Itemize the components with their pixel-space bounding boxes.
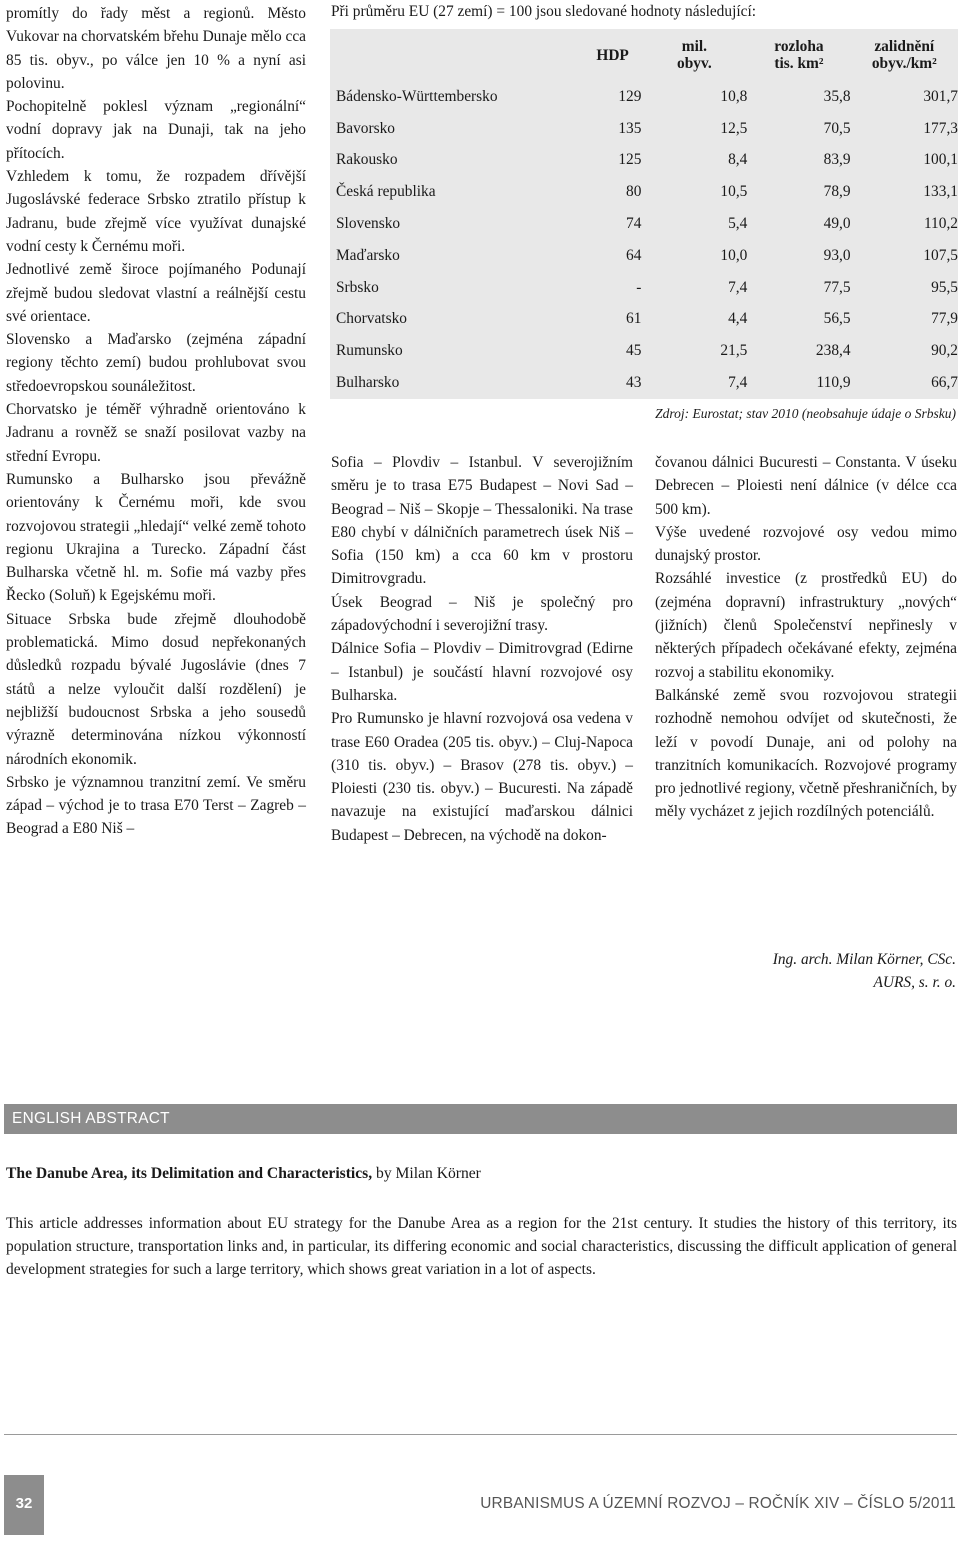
header-hdp: HDP [596, 46, 629, 64]
author-signature [773, 948, 956, 994]
cell-area: 238,4 [815, 342, 851, 360]
cell-region: Chorvatsko [336, 310, 407, 328]
cell-area: 35,8 [823, 87, 851, 105]
header-area-line2: tis. km² [774, 55, 824, 72]
cell-population: 7,4 [728, 278, 748, 296]
cell-density: 100,1 [923, 151, 958, 169]
cell-hdp: - [636, 278, 642, 296]
header-density [851, 29, 958, 81]
paragraph: Vzhledem k tomu, že rozpadem dřívější Jugoslávské federace Srbsko ztratilo přístup k Jadranu, bude zřejmě více využívat dunajské vodní cesty k Černému moři. [6, 168, 306, 255]
abstract-author: by Milan Körner [372, 1165, 481, 1182]
cell-density: 301,7 [923, 87, 958, 105]
abstract-title: The Danube Area, its Delimitation and Characteristics, [6, 1165, 373, 1182]
paragraph: Pro Rumunsko je hlavní rozvojová osa vedena v trase E60 Oradea (205 tis. obyv.) – Cluj-Napoca (310 tis. obyv.) – Brasov (278 tis. obyv.) – Ploiesti (230 tis. obyv.) – Bucuresti. Na západě navazuje na existující maďarskou dálnici Budapest – Debrecen, na východě na dokon- [331, 710, 633, 844]
table-row [330, 145, 958, 177]
table-row [330, 113, 958, 145]
cell-density: 90,2 [931, 342, 958, 360]
paragraph: Úsek Beograd – Niš je společný pro západovýchodní i severojižní trasy. [331, 593, 633, 635]
page-number-box [4, 1475, 44, 1535]
cell-density: 110,2 [923, 215, 958, 233]
table-row [330, 335, 958, 367]
paragraph: čovanou dálnici Bucuresti – Constanta. V úseku Debrecen – Ploiesti není dálnice (v délce cca 500 km). [655, 454, 957, 518]
cell-area: 78,9 [823, 183, 851, 201]
header-density-line1: zalidnění [874, 38, 935, 55]
table-row [330, 367, 958, 399]
cell-hdp: 45 [626, 342, 642, 360]
cell-population: 10,5 [720, 183, 748, 201]
cell-area: 77,5 [823, 278, 851, 296]
table-title: Při průměru EU (27 zemí) = 100 jsou sledované hodnoty následující: [331, 3, 757, 20]
text-column-3 [655, 451, 957, 824]
cell-region: Rumunsko [336, 342, 403, 360]
cell-hdp: 61 [626, 310, 642, 328]
paragraph: Jednotlivé země široce pojímaného Podunají zřejmě budou sledovat vlastní a reálnější cestu své orientace. [6, 261, 306, 325]
table-row [330, 208, 958, 240]
header-density-line2: obyv./km² [871, 55, 937, 72]
header-population-line1: mil. [681, 38, 707, 55]
table-row [330, 272, 958, 304]
cell-population: 4,4 [728, 310, 748, 328]
cell-population: 8,4 [728, 151, 748, 169]
paragraph: Balkánské země svou rozvojovou strategii rozhodně nemohou odvíjet od skutečnosti, že leží v povodí Dunaje, ani od polohy na tranzitních komunikacích. Rozvojové programy pro jednotlivé regiony, včetně přeshraničních, by měly vycházet z jejich rozdílných potenciálů. [655, 686, 957, 821]
statistics-table [330, 29, 958, 399]
text-column-1 [6, 2, 306, 841]
paragraph: Chorvatsko je téměř výhradně orientováno k Jadranu a rovněž se snaží posilovat vazby na střední Evropu. [6, 401, 306, 465]
cell-region: Bavorsko [336, 119, 395, 137]
cell-hdp: 64 [626, 246, 642, 264]
cell-region: Bádensko-Württembersko [336, 87, 498, 105]
cell-population: 5,4 [728, 215, 748, 233]
cell-hdp: 129 [618, 87, 642, 105]
header-region [330, 29, 584, 81]
cell-area: 110,9 [816, 374, 851, 392]
author-name: Ing. arch. Milan Körner, CSc. [772, 951, 956, 968]
abstract-heading [6, 1165, 481, 1183]
header-population-line2: obyv. [677, 55, 712, 72]
table-row [330, 304, 958, 336]
cell-area: 93,0 [823, 246, 851, 264]
paragraph: Pochopitelně poklesl význam „regionální“ vodní dopravy jak na Dunaji, tak na jeho přítocích. [6, 98, 306, 162]
cell-hdp: 125 [618, 151, 642, 169]
english-abstract-label: ENGLISH ABSTRACT [12, 1110, 170, 1127]
page-number: 32 [15, 1495, 33, 1512]
table-row [330, 176, 958, 208]
abstract-text: This article addresses information about EU strategy for the Danube Area as a region for the 21st century. It studies the history of this territory, its population structure, transportation links and, in particular, its differing economic and social characteristics, discussing the difficult application of general development strategies for such a large territory, which shows great variation in a lot of aspects. [6, 1215, 957, 1279]
cell-population: 21,5 [720, 342, 748, 360]
table-source-note: Zdroj: Eurostat; stav 2010 (neobsahuje údaje o Srbsku) [655, 406, 956, 421]
paragraph: Sofia – Plovdiv – Istanbul. V severojižním směru je to trasa E75 Budapest – Novi Sad – Beograd – Niš – Skopje – Thessaloniki. Na trase E80 chybí v dálničních parametrech úsek Niš – Sofia (150 km) a cca 60 km v prostoru Dimitrovgradu. [331, 454, 633, 588]
footer-divider [4, 1434, 957, 1435]
cell-region: Srbsko [336, 278, 379, 296]
cell-region: Maďarsko [336, 246, 400, 264]
cell-population: 7,4 [728, 374, 748, 392]
cell-region: Rakousko [336, 151, 398, 169]
paragraph: Slovensko a Maďarsko (zejména západní regiony těchto zemí) budou prohlubovat svou středoevropskou sounáležitost. [6, 331, 306, 395]
cell-region: Česká republika [336, 183, 436, 201]
journal-title: URBANISMUS A ÚZEMNÍ ROZVOJ – ROČNÍK XIV – ČÍSLO 5/2011 [480, 1495, 956, 1512]
cell-density: 77,9 [931, 310, 958, 328]
cell-density: 177,3 [923, 119, 958, 137]
cell-region: Slovensko [336, 215, 401, 233]
paragraph: promítly do řady měst a regionů. Město Vukovar na chorvatském břehu Dunaje mělo cca 85 tis. obyv., po válce jen 10 % a nyní asi polovinu. [6, 5, 306, 92]
paragraph: Dálnice Sofia – Plovdiv – Dimitrovgrad (Edirne – Istanbul) je součástí hlavní rozvojové osy Bulharska. [331, 640, 633, 704]
cell-area: 83,9 [823, 151, 851, 169]
cell-area: 49,0 [823, 215, 851, 233]
table-row [330, 81, 958, 113]
cell-area: 70,5 [823, 119, 851, 137]
paragraph: Rumunsko a Bulharsko jsou převážně orientovány k Černému moři, kde svou rozvojovou strategii „hledají“ velké země tohoto regionu Ukrajina a Turecko. Západní část Bulharska včetně hl. m. Sofie má vazby přes Řecko (Soluň) k Egejskému moři. [6, 470, 306, 605]
table-header-row [330, 29, 958, 81]
cell-population: 10,8 [720, 87, 748, 105]
cell-hdp: 135 [618, 119, 642, 137]
cell-density: 133,1 [923, 183, 958, 201]
cell-hdp: 80 [626, 183, 642, 201]
author-organization: AURS, s. r. o. [873, 974, 956, 991]
cell-region: Bulharsko [336, 374, 400, 392]
paragraph: Rozsáhlé investice (z prostředků EU) do (zejména dopravní) infrastruktury „nových“ (jižních) členů Společenství nepřinesly v některých případech očekávané efekty, zejména rozvoj a stabilitu ekonomiky. [655, 570, 957, 681]
cell-density: 95,5 [931, 278, 958, 296]
english-abstract-bar [4, 1104, 957, 1134]
cell-area: 56,5 [823, 310, 851, 328]
header-area-line1: rozloha [774, 38, 824, 55]
paragraph: Výše uvedené rozvojové osy vedou mimo dunajský prostor. [655, 523, 957, 565]
cell-density: 66,7 [931, 374, 958, 392]
paragraph: Srbsko je významnou tranzitní zemí. Ve směru západ – východ je to trasa E70 Terst – Zagreb – Beograd a E80 Niš – [6, 773, 306, 838]
cell-hdp: 43 [626, 374, 642, 392]
paragraph: Situace Srbska bude zřejmě dlouhodobě problematická. Mimo dosud nepřekonaných důsledků rozpadu bývalé Jugoslávie (dnes 7 států a nelze vyloučit další rozdělení) je nejbližší budoucnost Srbska a jeho sousedů výrazně determinována nízkou výkonností národních ekonomik. [6, 610, 306, 768]
table-row [330, 240, 958, 272]
text-column-2 [331, 451, 633, 847]
header-area [747, 29, 850, 81]
cell-population: 12,5 [720, 119, 748, 137]
cell-population: 10,0 [720, 246, 748, 264]
cell-hdp: 74 [626, 215, 642, 233]
header-population [641, 29, 747, 81]
cell-density: 107,5 [923, 246, 958, 264]
